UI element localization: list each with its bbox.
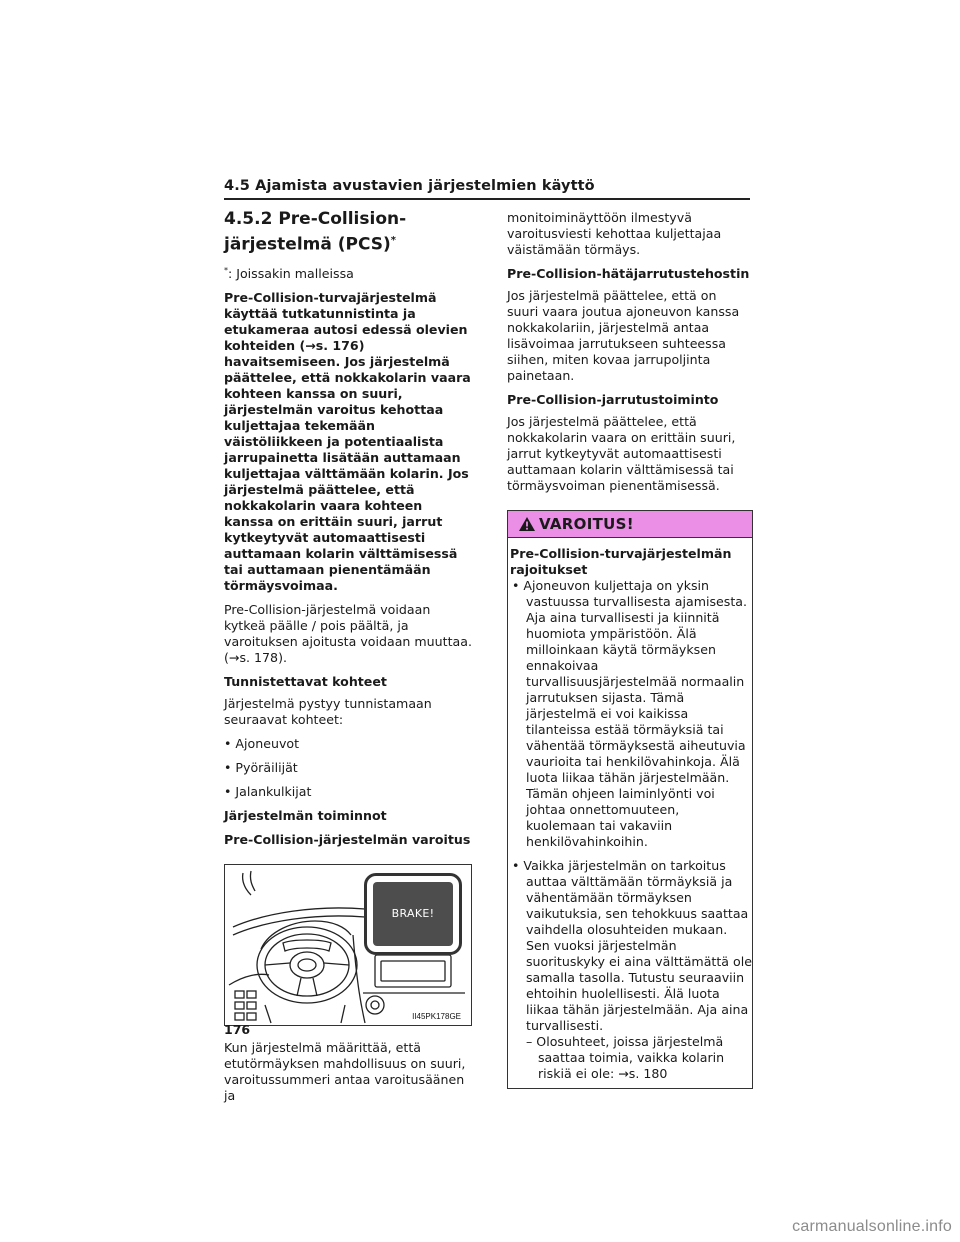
braking-heading: Pre-Collision-jarrutustoiminto (507, 392, 719, 407)
brake-warning-display: BRAKE! (373, 882, 453, 946)
braking-paragraph: Jos järjestelmä päättelee, että nokkakolarin vaara on erittäin suuri, jarrut kytkeytyvät automaattisesti auttamaan kolarin välttämisessä tai törmäysvoiman pienentämisessä. (507, 414, 736, 493)
warning-triangle-icon (518, 516, 536, 532)
brake-assist-heading: Pre-Collision-hätäjarrutustehostin (507, 266, 750, 281)
page-title: 4.5.2 Pre-Collision-järjestelmä (PCS)* (224, 209, 407, 255)
continued-paragraph: monitoiminäyttöön ilmestyvä varoitusviesti kehottaa kuljettajaa väistämään törmäys. (507, 210, 722, 257)
footnote: *: Joissakin malleissa (224, 265, 354, 281)
right-column (507, 210, 751, 1089)
section-divider (224, 198, 750, 200)
page-number: 176 (224, 1022, 251, 1037)
warning-title: VAROITUS! (539, 515, 634, 533)
warning-body-heading: Pre-Collision-turvajärjestelmän rajoitukset (510, 546, 732, 577)
warning-subitem: – Olosuhteet, joissa järjestelmä saattaa toimia, vaikka kolarin riskiä ei ole: →s. 180 (526, 1034, 725, 1081)
targets-intro: Järjestelmä pystyy tunnistamaan seuraavat kohteet: (224, 695, 432, 727)
figure-code: II45PK178GE (412, 1011, 461, 1021)
target-item: • Ajoneuvot (224, 735, 300, 751)
warning-subheading: Pre-Collision-järjestelmän varoitus (224, 831, 471, 847)
warning-bullet: • Ajoneuvon kuljettaja on yksin vastuussa turvallisesta ajamisesta. Aja aina turvallisesti ja kiinnitä huomiota ympäristöön. Älä milloinkaan käytä törmäyksen ennakoivaa turvallisuusjärjestelmää normaalin jarrutuksen sijasta. Tämä järjestelmä ei voi kaikissa tilanteissa estää törmäyksiä tai vähentää törmäyksestä aiheutuvia vaurioita tai henkilövahinkoja. Älä luota liikaa tähän järjestelmään. Tämän ohjeen laiminlyönti voi johtaa onnettomuuteen, kuolemaan tai vakaviin henkilövahinkoihin. (512, 578, 747, 849)
target-item: • Jalankulkijat (224, 783, 312, 799)
brake-assist-paragraph: Jos järjestelmä päättelee, että on suuri vaara joutua ajoneuvon kanssa nokkakolariin, järjestelmä antaa lisävoimaa jarrutukseen suhteessa siihen, miten kovaa jarrupoljinta painetaan. (507, 288, 740, 383)
toggle-paragraph: Pre-Collision-järjestelmä voidaan kytkeä päälle / pois päältä, ja varoituksen ajoitusta voidaan muuttaa. (→s. 178). (224, 601, 472, 665)
dashboard-illustration (224, 864, 472, 1026)
section-header: 4.5 Ajamista avustavien järjestelmien käyttö (224, 178, 595, 194)
multi-info-display-callout (364, 873, 462, 955)
intro-paragraph: Pre-Collision-turvajärjestelmä käyttää tutkatunnistinta ja etukameraa autosi edessä olevien kohteiden (→s. 176) havaitsemiseen. Jos järjestelmä päättelee, että nokkakolarin vaara kohteen kanssa on suuri, järjestelmän varoitus kehottaa kuljettajaa tekemään väistöliikkeen ja potentiaalista jarrupainetta lisätään auttamaan kuljettajaa välttämään kolarin. Jos järjestelmä päättelee, että nokkakolarin vaara kohteen kanssa on erittäin suuri, jarrut kytkeytyvät automaattisesti auttamaan kolarin välttämisessä tai auttamaan pienentämään törmäysvoimaa. (224, 289, 471, 593)
left-column (224, 205, 472, 1104)
warning-box (507, 510, 753, 1089)
target-item: • Pyöräilijät (224, 759, 298, 775)
targets-heading: Tunnistettavat kohteet (224, 673, 387, 689)
functions-heading: Järjestelmän toiminnot (224, 807, 387, 823)
warning-bullet: • Vaikka järjestelmän on tarkoitus auttaa välttämään törmäyksiä ja vähentämään törmäyksen vaikutuksia, sen tehokkuus saattaa vaihdella olosuhteiden mukaan. Sen vuoksi järjestelmän suorituskyky ei aina välttämättä ole samalla tasolla. Tutustu seuraaviin ehtoihin huolellisesti. Älä luota liikaa tähän järjestelmään. Aja aina turvallisesti. (512, 858, 752, 1033)
after-figure-paragraph: Kun järjestelmä määrittää, että etutörmäyksen mahdollisuus on suuri, varoitussummeri antaa varoitusäänen ja (224, 1039, 466, 1103)
watermark: carmanualsonline.info (792, 1218, 952, 1235)
warning-header (508, 511, 752, 538)
warning-body (508, 538, 752, 1088)
